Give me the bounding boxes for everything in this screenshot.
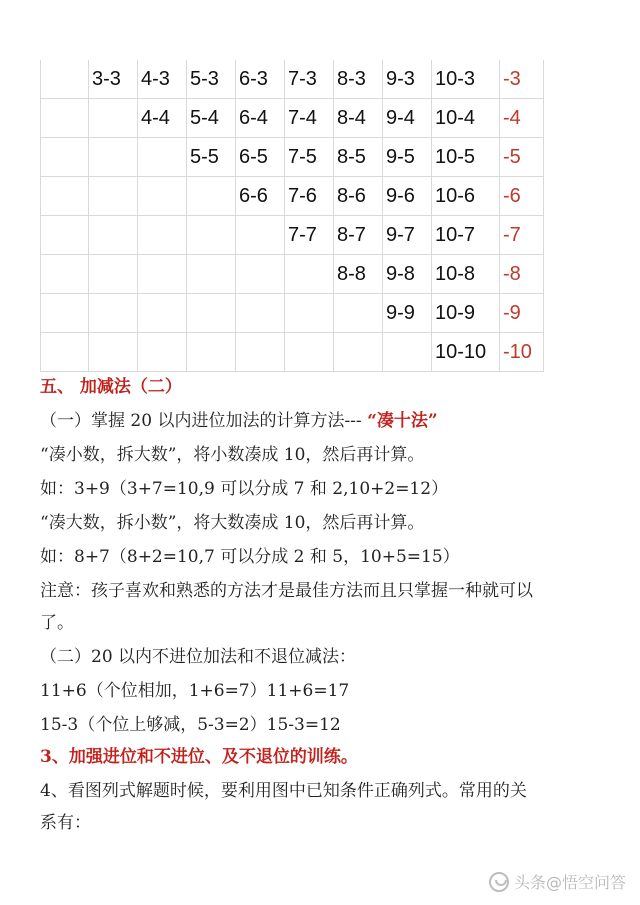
paragraph-example-2: 如：8+7（8+2=10,7 可以分成 2 和 5，10+5=15） <box>40 547 460 567</box>
table-cell: 10-9 <box>432 294 500 333</box>
table-cell <box>285 255 334 294</box>
table-cell <box>138 177 187 216</box>
table-cell: 10-6 <box>432 177 500 216</box>
table-cell <box>41 138 89 177</box>
watermark <box>489 870 626 893</box>
table-cell: 9-8 <box>383 255 432 294</box>
table-row <box>41 138 544 177</box>
table-cell-result: -10 <box>500 333 544 372</box>
table-cell <box>187 294 236 333</box>
table-cell: 10-4 <box>432 99 500 138</box>
table-cell <box>89 294 138 333</box>
table-cell-result: -4 <box>500 99 544 138</box>
table-cell <box>138 216 187 255</box>
wukong-logo-icon <box>489 872 509 892</box>
table-cell <box>89 255 138 294</box>
table-cell <box>236 333 285 372</box>
section-heading: 五、 加减法（二） <box>40 377 182 397</box>
table-cell: 10-8 <box>432 255 500 294</box>
table-cell: 6-5 <box>236 138 285 177</box>
table-cell <box>89 138 138 177</box>
paragraph-carry-method-text: （一）掌握 20 以内进位加法的计算方法--- <box>40 411 368 431</box>
table-cell: 5-3 <box>187 60 236 99</box>
table-cell: 9-6 <box>383 177 432 216</box>
table-cell <box>187 177 236 216</box>
paragraph-example-1: 如：3+9（3+7=10,9 可以分成 7 和 2,10+2=12） <box>40 479 449 499</box>
table-cell: 5-5 <box>187 138 236 177</box>
table-row <box>41 99 544 138</box>
table-cell: 10-10 <box>432 333 500 372</box>
table-cell <box>89 177 138 216</box>
table-cell: 7-6 <box>285 177 334 216</box>
table-cell <box>138 333 187 372</box>
table-cell-result: -3 <box>500 60 544 99</box>
table-cell: 10-7 <box>432 216 500 255</box>
table-cell <box>41 255 89 294</box>
table-cell: 9-3 <box>383 60 432 99</box>
table-row <box>41 177 544 216</box>
table-cell: 5-4 <box>187 99 236 138</box>
table-cell <box>138 255 187 294</box>
table-cell: 9-5 <box>383 138 432 177</box>
table-row <box>41 216 544 255</box>
table-cell: 6-4 <box>236 99 285 138</box>
table-cell: 8-8 <box>334 255 383 294</box>
table-cell: 6-3 <box>236 60 285 99</box>
table-cell <box>187 216 236 255</box>
table-cell: 7-4 <box>285 99 334 138</box>
table-cell <box>187 255 236 294</box>
table-cell: 10-3 <box>432 60 500 99</box>
paragraph-note-line1: 注意：孩子喜欢和熟悉的方法才是最佳方法而且只掌握一种就可以 <box>40 581 533 601</box>
table-cell-result: -7 <box>500 216 544 255</box>
table-cell <box>89 333 138 372</box>
table-cell: 7-3 <box>285 60 334 99</box>
make-ten-method-highlight: “凑十法” <box>367 411 438 431</box>
subtraction-table <box>40 60 544 372</box>
table-cell: 9-7 <box>383 216 432 255</box>
paragraph-rule-big: “凑大数，拆小数”，将大数凑成 10，然后再计算。 <box>40 513 425 533</box>
table-cell: 3-3 <box>89 60 138 99</box>
paragraph-no-carry-title: （二）20 以内不进位加法和不退位减法： <box>40 647 357 667</box>
paragraph-carry-method <box>40 406 620 436</box>
table-cell <box>41 333 89 372</box>
subtraction-table-wrapper <box>40 60 544 372</box>
table-cell <box>89 216 138 255</box>
table-cell <box>285 333 334 372</box>
paragraph-picture-line2: 系有： <box>40 813 91 833</box>
table-cell <box>187 333 236 372</box>
table-cell <box>334 294 383 333</box>
table-cell: 7-7 <box>285 216 334 255</box>
table-cell-result: -5 <box>500 138 544 177</box>
table-cell <box>41 177 89 216</box>
table-cell <box>41 216 89 255</box>
table-cell: 9-4 <box>383 99 432 138</box>
table-row <box>41 60 544 99</box>
table-cell <box>236 255 285 294</box>
table-cell: 9-9 <box>383 294 432 333</box>
table-row <box>41 255 544 294</box>
table-cell: 8-4 <box>334 99 383 138</box>
table-cell: 8-3 <box>334 60 383 99</box>
paragraph-training-heading: 3、加强进位和不进位、及不退位的训练。 <box>40 747 358 767</box>
table-cell: 10-5 <box>432 138 500 177</box>
paragraph-picture-line1: 4、看图列式解题时候，要利用图中已知条件正确列式。常用的关 <box>40 781 527 801</box>
table-cell <box>285 294 334 333</box>
table-cell <box>89 99 138 138</box>
table-cell <box>41 60 89 99</box>
table-row <box>41 294 544 333</box>
table-cell <box>383 333 432 372</box>
table-cell: 4-3 <box>138 60 187 99</box>
table-cell <box>41 99 89 138</box>
paragraph-example-4: 15-3（个位上够减，5-3=2）15-3=12 <box>40 715 341 735</box>
table-row <box>41 333 544 372</box>
table-cell <box>236 294 285 333</box>
table-cell: 8-6 <box>334 177 383 216</box>
table-cell-result: -6 <box>500 177 544 216</box>
table-cell: 8-7 <box>334 216 383 255</box>
table-cell <box>334 333 383 372</box>
paragraph-example-3: 11+6（个位相加，1+6=7）11+6=17 <box>40 681 350 701</box>
table-cell <box>41 294 89 333</box>
paragraph-rule-small: “凑小数，拆大数”，将小数凑成 10，然后再计算。 <box>40 445 425 465</box>
table-cell <box>138 294 187 333</box>
table-cell: 4-4 <box>138 99 187 138</box>
table-cell: 7-5 <box>285 138 334 177</box>
table-cell: 8-5 <box>334 138 383 177</box>
table-cell: 6-6 <box>236 177 285 216</box>
table-cell <box>236 216 285 255</box>
watermark-text: 头条@悟空问答 <box>513 873 626 892</box>
table-cell-result: -8 <box>500 255 544 294</box>
paragraph-note-line2: 了。 <box>40 613 74 633</box>
table-cell-result: -9 <box>500 294 544 333</box>
table-cell <box>138 138 187 177</box>
